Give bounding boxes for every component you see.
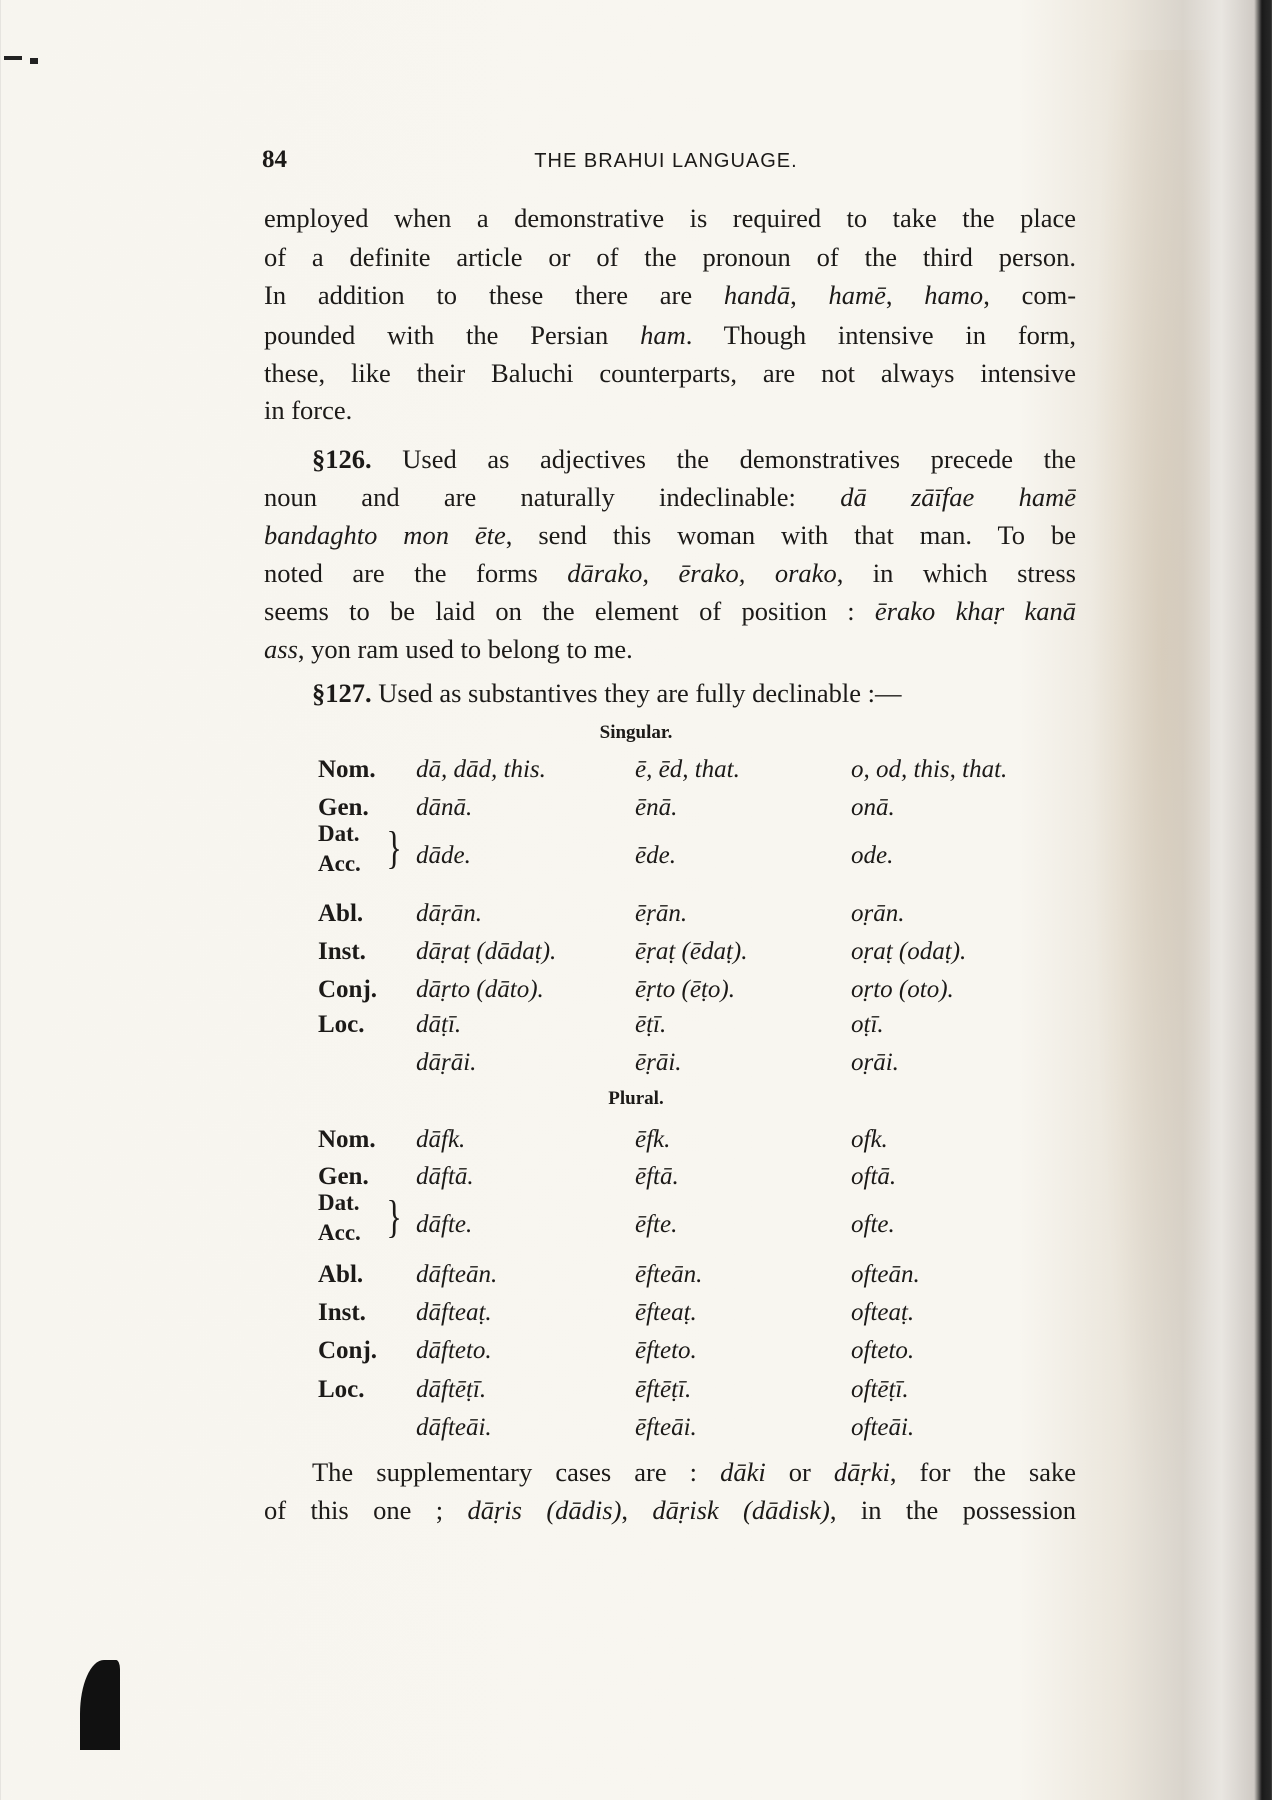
- form-cell: ēfteaṭ.: [635, 1299, 697, 1326]
- text-run: or: [765, 1457, 834, 1487]
- form-cell: ofteto.: [851, 1337, 915, 1364]
- case-label: Dat.: [318, 821, 360, 846]
- form-cell: dāṛān.: [416, 900, 482, 927]
- text-run: Used as adjectives the demonstratives precede the: [371, 444, 1076, 474]
- scan-mark: [30, 58, 38, 64]
- text-run: . Though intensive in form,: [685, 320, 1076, 350]
- table-heading-plural: Plural.: [608, 1088, 664, 1109]
- case-label: Nom.: [318, 756, 376, 783]
- form-cell: oftēṭī.: [851, 1376, 909, 1403]
- case-label: Abl.: [318, 1261, 364, 1288]
- form-cell: oṛto (oto).: [851, 976, 954, 1003]
- form-cell: ēṛān.: [635, 900, 688, 927]
- form-cell: ode.: [851, 842, 894, 869]
- text-line: [264, 519, 1076, 551]
- form-cell: dānā.: [416, 794, 473, 821]
- form-cell: ēfk.: [635, 1126, 671, 1153]
- running-title: THE BRAHUI LANGUAGE.: [534, 150, 798, 172]
- text-run: ,: [790, 280, 829, 310]
- page-corner-shadow: [80, 1660, 120, 1750]
- form-cell: onā.: [851, 794, 895, 821]
- brahui-term: bandaghto mon ēte: [264, 520, 506, 550]
- brahui-term: ham: [640, 320, 686, 350]
- brahui-term: dāṛki: [833, 1457, 890, 1487]
- case-label: Inst.: [318, 1299, 366, 1326]
- text-line: [264, 202, 1076, 234]
- brahui-term: dā zāīfae hamē: [840, 482, 1076, 512]
- case-label: Conj.: [318, 976, 378, 1003]
- text-run: seems to be laid on the element of position :: [264, 596, 875, 626]
- case-label: Abl.: [318, 900, 364, 927]
- form-cell: dāde.: [416, 842, 471, 869]
- form-cell: ēfte.: [635, 1211, 678, 1238]
- text-run: these, like their Baluchi counterparts, are not always intensive: [264, 358, 1076, 388]
- form-cell: dāftēṭī.: [416, 1376, 487, 1403]
- text-line: [312, 1456, 1076, 1488]
- form-cell: ofte.: [851, 1211, 895, 1238]
- brahui-term: ērako khaṛ kanā: [874, 596, 1076, 626]
- form-cell: ēṛāi.: [635, 1049, 682, 1076]
- brahui-term: dāki: [720, 1457, 766, 1487]
- form-cell: dāfteaṭ.: [416, 1299, 492, 1326]
- text-line: [312, 677, 1076, 709]
- text-run: ,: [885, 280, 925, 310]
- form-cell: ēfteān.: [635, 1261, 703, 1288]
- form-cell: dāṛto (dāto).: [416, 976, 544, 1003]
- section-number: §127.: [312, 678, 372, 708]
- form-cell: dāṭī.: [416, 1011, 462, 1038]
- text-line: [264, 1494, 1076, 1526]
- text-run: Used as substantives they are fully declinable :—: [371, 678, 902, 708]
- form-cell: dāfte.: [416, 1211, 473, 1238]
- form-cell: dāftā.: [416, 1163, 474, 1190]
- form-cell: dāfk.: [416, 1126, 466, 1153]
- text-run: , in the possession: [829, 1495, 1076, 1525]
- text-line: [264, 394, 1076, 426]
- table-heading-singular: Singular.: [599, 722, 673, 743]
- text-run: ,: [621, 1495, 653, 1525]
- brahui-term: dāṛis (dādis): [467, 1495, 622, 1525]
- text-run: of this one ;: [264, 1495, 468, 1525]
- case-label: Dat.: [318, 1190, 360, 1215]
- form-cell: oṛaṭ (odaṭ).: [851, 938, 967, 965]
- brahui-term: dāṛisk (dādisk): [652, 1495, 830, 1525]
- form-cell: ofk.: [851, 1126, 888, 1153]
- brahui-term: hamē: [828, 280, 886, 310]
- text-run: , for the sake: [889, 1457, 1076, 1487]
- text-line: [264, 633, 1076, 665]
- text-run: , com-: [983, 280, 1076, 310]
- text-line: [264, 241, 1076, 273]
- brace-icon: }: [386, 1191, 402, 1242]
- case-label: Inst.: [318, 938, 366, 965]
- form-cell: dāfteāi.: [416, 1414, 492, 1441]
- text-run: , send this woman with that man. To be: [505, 520, 1076, 550]
- form-cell: dāfteān.: [416, 1261, 498, 1288]
- case-label: Loc.: [318, 1376, 365, 1403]
- page-number: 84: [262, 146, 287, 173]
- form-cell: dāṛāi.: [416, 1049, 477, 1076]
- form-cell: ēde.: [635, 842, 676, 869]
- text-run: noted are the forms: [264, 558, 568, 588]
- section-number: §126.: [312, 444, 372, 474]
- case-label: Gen.: [318, 794, 369, 821]
- form-cell: ēnā.: [635, 794, 678, 821]
- form-cell: oṭī.: [851, 1011, 884, 1038]
- form-cell: ēftā.: [635, 1163, 679, 1190]
- form-cell: oftā.: [851, 1163, 897, 1190]
- case-label: Loc.: [318, 1011, 365, 1038]
- scan-mark: [4, 56, 22, 60]
- case-label: Gen.: [318, 1163, 369, 1190]
- brahui-term: handā: [723, 280, 791, 310]
- form-cell: ofteān.: [851, 1261, 920, 1288]
- text-line: [264, 481, 1076, 513]
- text-run: of a definite article or of the pronoun of the third person.: [264, 242, 1076, 272]
- form-cell: o, od, this, that.: [851, 756, 1008, 783]
- form-cell: dāfteto.: [416, 1337, 492, 1364]
- text-run: , in which stress: [836, 558, 1076, 588]
- form-cell: ēṛaṭ (ēdaṭ).: [635, 938, 748, 965]
- form-cell: ēṛto (ēṭo).: [635, 976, 735, 1003]
- form-cell: ofteāi.: [851, 1414, 915, 1441]
- text-line: [264, 595, 1076, 627]
- form-cell: oṛāi.: [851, 1049, 899, 1076]
- brahui-term: ass: [264, 634, 298, 664]
- text-run: employed when a demonstrative is required to take the place: [264, 203, 1076, 233]
- case-label: Acc.: [318, 851, 361, 876]
- text-run: in force.: [264, 395, 353, 425]
- text-run: noun and are naturally indeclinable:: [264, 482, 841, 512]
- brahui-term: dārako, ērako, orako: [567, 558, 837, 588]
- text-run: pounded with the Persian: [264, 320, 641, 350]
- page-shadow: [1090, 50, 1210, 1550]
- form-cell: ēṭī.: [635, 1011, 667, 1038]
- form-cell: ē, ēd, that.: [635, 756, 740, 783]
- text-line: [264, 279, 1076, 311]
- brahui-term: hamo: [924, 280, 984, 310]
- form-cell: ēftēṭī.: [635, 1376, 692, 1403]
- text-line: [264, 319, 1076, 351]
- form-cell: ēfteāi.: [635, 1414, 697, 1441]
- case-label: Nom.: [318, 1126, 376, 1153]
- text-run: The supplementary cases are :: [312, 1457, 721, 1487]
- case-label: Conj.: [318, 1337, 378, 1364]
- text-line: [312, 443, 1076, 475]
- case-label: Acc.: [318, 1220, 361, 1245]
- form-cell: ofteaṭ.: [851, 1299, 915, 1326]
- text-run: In addition to these there are: [264, 280, 724, 310]
- form-cell: oṛān.: [851, 900, 905, 927]
- form-cell: dā, dād, this.: [416, 756, 546, 783]
- form-cell: ēfteto.: [635, 1337, 697, 1364]
- text-line: [264, 357, 1076, 389]
- form-cell: dāṛaṭ (dādaṭ).: [416, 938, 557, 965]
- text-run: , yon ram used to belong to me.: [297, 634, 633, 664]
- brace-icon: }: [386, 822, 402, 873]
- text-line: [264, 557, 1076, 589]
